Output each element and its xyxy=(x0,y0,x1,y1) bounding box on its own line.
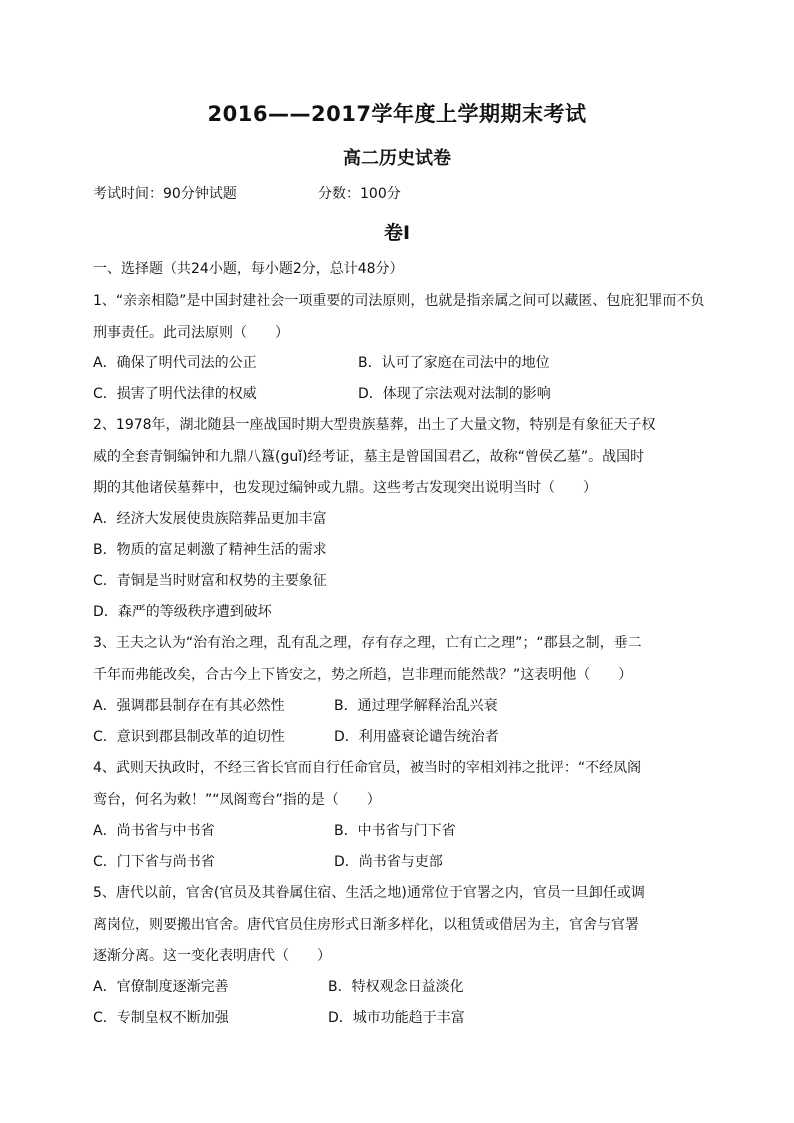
option-d: D．森严的等级秩序遭到破坏 xyxy=(93,604,272,620)
question-line: 离岗位，则要搬出官舍。唐代官员住房形式日渐多样化，以租赁或借居为主，官舍与官署 xyxy=(93,917,639,933)
option-b: B．中书省与门下省 xyxy=(334,823,456,839)
exam-title: 2016——2017学年度上学期期末考试 xyxy=(207,102,587,126)
question-line: 千年而弗能改矣，合古今上下皆安之，势之所趋，岂非理而能然哉？”这表明他（ ） xyxy=(93,667,633,683)
option-b: B．通过理学解释治乱兴衰 xyxy=(334,698,498,714)
section-heading: 一、选择题（共24小题，每小题2分，总计48分） xyxy=(93,261,404,277)
question-line: 2、1978年，湖北随县一座战国时期大型贵族墓葬，出土了大量文物，特别是有象征天子权 xyxy=(93,417,656,433)
option-a: A．经济大发展使贵族陪葬品更加丰富 xyxy=(93,511,327,527)
question-line: 5、唐代以前，官舍(官员及其眷属住宿、生活之地)通常位于官署之内，官员一旦卸任或调 xyxy=(93,885,645,901)
question-line: 刑事责任。此司法原则（ ） xyxy=(93,325,289,341)
option-c: C．专制皇权不断加强 xyxy=(93,1010,229,1026)
option-b: B．认可了家庭在司法中的地位 xyxy=(358,355,550,371)
question-line: 4、武则天执政时，不经三省长官而自行任命官员，被当时的宰相刘祎之批评：“不经凤阁 xyxy=(93,760,642,776)
exam-score: 分数：100分 xyxy=(318,186,401,202)
option-c: C．青铜是当时财富和权势的主要象征 xyxy=(93,573,327,589)
option-d: D．尚书省与吏部 xyxy=(334,854,443,870)
option-d: D．利用盛衰论谴告统治者 xyxy=(334,729,499,745)
question-line: 威的全套青铜编钟和九鼎八簋(guǐ)经考证，墓主是曾国国君乙，故称“曾侯乙墓”。战国时 xyxy=(93,449,645,465)
question-line: 1、“亲亲相隐”是中国封建社会一项重要的司法原则，也就是指亲属之间可以藏匿、包庇犯罪而不负 xyxy=(93,293,705,309)
exam-subtitle: 高二历史试卷 xyxy=(343,148,451,169)
option-d: D．城市功能趋于丰富 xyxy=(328,1010,465,1026)
question-line: 鸾台，何名为敕！”“凤阁鸾台”指的是（ ） xyxy=(93,792,381,808)
question-line: 逐渐分离。这一变化表明唐代（ ） xyxy=(93,948,331,964)
option-a: A．强调郡县制存在有其必然性 xyxy=(93,698,285,714)
option-c: C．损害了明代法律的权威 xyxy=(93,386,257,402)
option-d: D．体现了宗法观对法制的影响 xyxy=(358,386,551,402)
option-a: A．尚书省与中书省 xyxy=(93,823,215,839)
option-a: A．确保了明代司法的公正 xyxy=(93,355,257,371)
option-b: B．物质的富足刺激了精神生活的需求 xyxy=(93,542,327,558)
question-line: 3、王夫之认为“治有治之理，乱有乱之理，存有存之理，亡有亡之理”；“郡县之制，垂二 xyxy=(93,635,642,651)
option-b: B．特权观念日益淡化 xyxy=(328,979,464,995)
option-c: C．门下省与尚书省 xyxy=(93,854,215,870)
exam-time: 考试时间：90分钟试题 xyxy=(93,186,237,202)
option-c: C．意识到郡县制改革的迫切性 xyxy=(93,729,285,745)
question-line: 期的其他诸侯墓葬中，也发现过编钟或九鼎。这些考古发现突出说明当时（ ） xyxy=(93,480,597,496)
option-a: A．官僚制度逐渐完善 xyxy=(93,979,229,995)
volume-heading: 卷Ⅰ xyxy=(383,222,411,244)
